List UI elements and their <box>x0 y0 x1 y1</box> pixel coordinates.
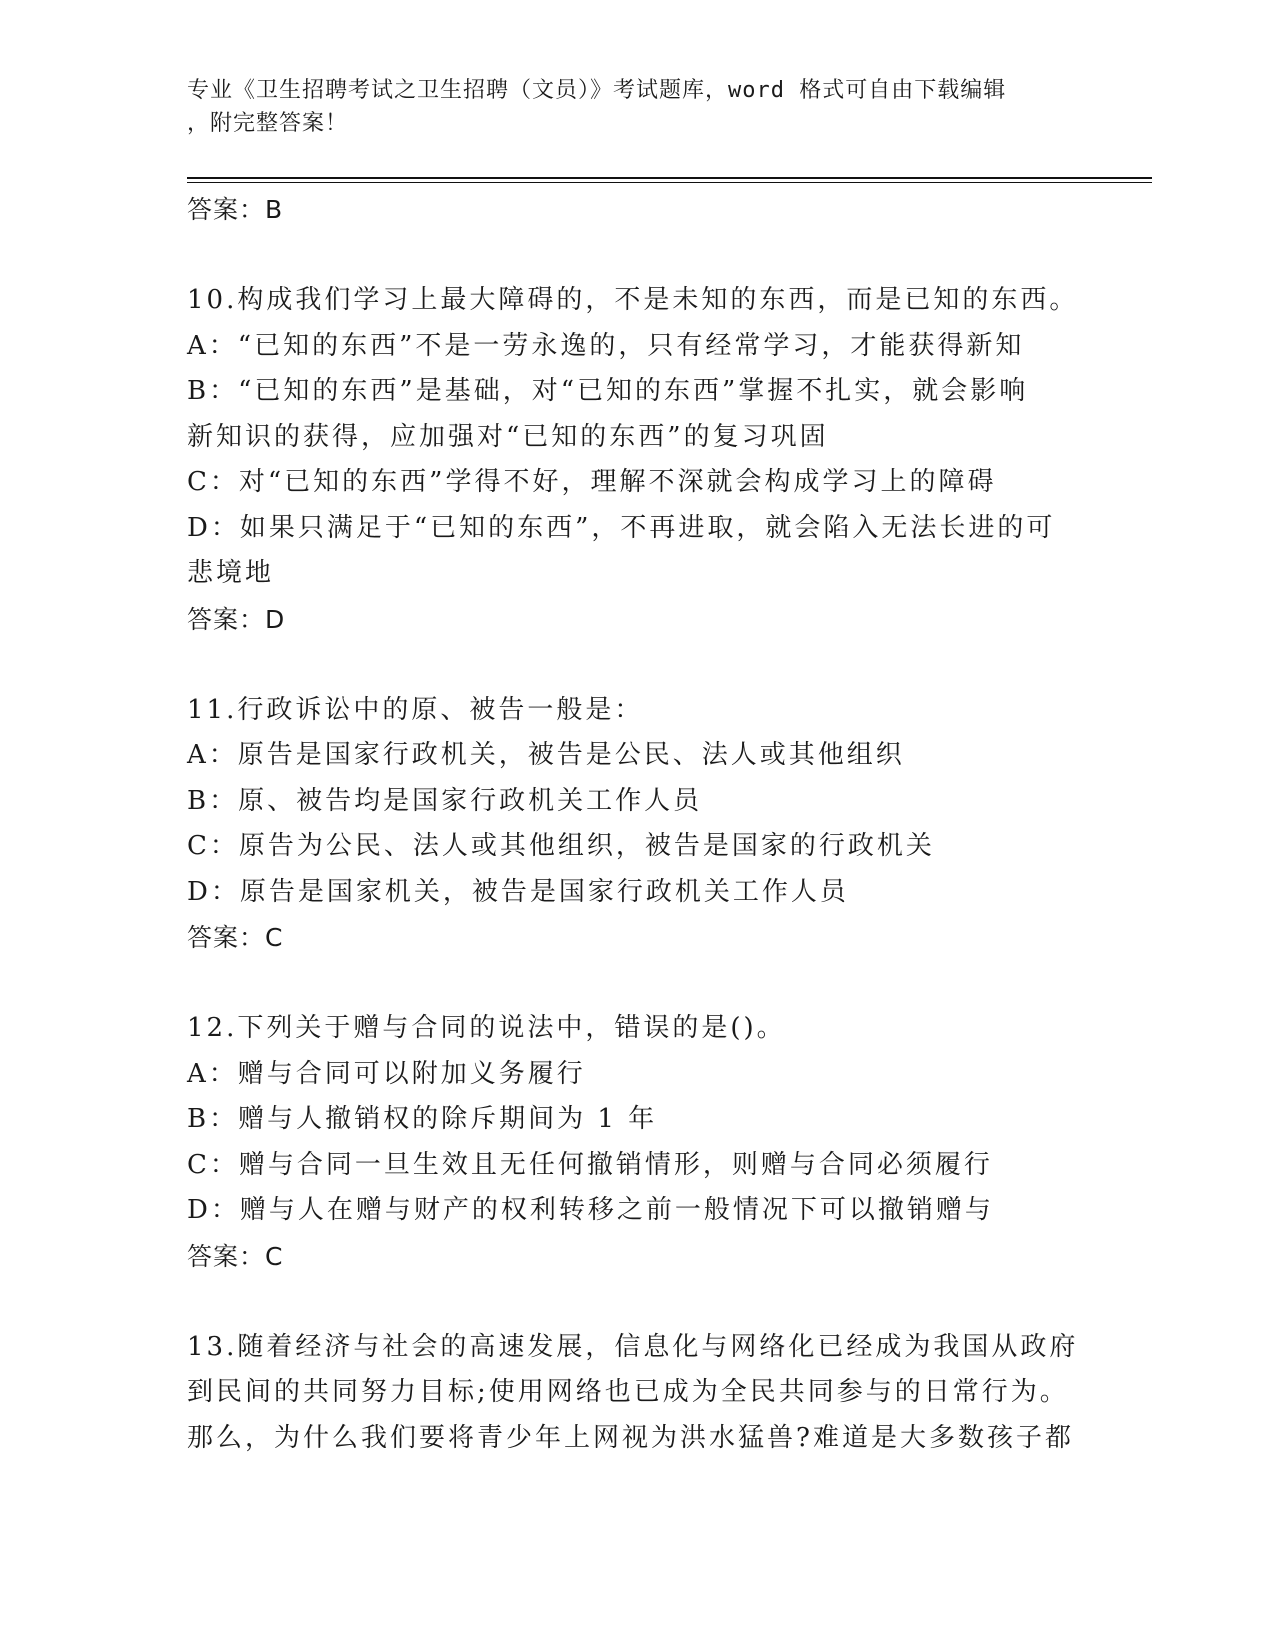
option-a: A：赠与合同可以附加义务履行 <box>187 1058 586 1089</box>
option-d: D：赠与人在赠与财产的权利转移之前一般情况下可以撤销赠与 <box>187 1195 994 1225</box>
option-b-continued: 新知识的获得，应加强对“已知的东西”的复习巩固 <box>187 421 829 452</box>
question-stem: 10.构成我们学习上最大障碍的，不是未知的东西，而是已知的东西。 <box>187 285 1079 315</box>
document-header <box>187 74 1087 140</box>
spacer <box>187 1279 1087 1325</box>
option-d-continued: 悲境地 <box>187 558 275 588</box>
option-d: D：原告是国家机关，被告是国家行政机关工作人员 <box>187 876 849 907</box>
option-c: C：原告为公民、法人或其他组织，被告是国家的行政机关 <box>187 831 935 861</box>
option-a: A：“已知的东西”不是一劳永逸的，只有经常学习，才能获得新知 <box>187 330 1025 361</box>
option-c: C：赠与合同一旦生效且无任何撤销情形，则赠与合同必须履行 <box>187 1149 993 1180</box>
option-a: A：原告是国家行政机关，被告是公民、法人或其他组织 <box>187 740 905 770</box>
header-line-1: 专业《卫生招聘考试之卫生招聘（文员）》考试题库，word 格式可自由下载编辑 <box>187 78 1007 103</box>
question-10 <box>187 278 1087 642</box>
spacer <box>187 642 1087 688</box>
option-c: C：对“已知的东西”学得不好，理解不深就会构成学习上的障碍 <box>187 467 997 497</box>
option-b: B：原、被告均是国家行政机关工作人员 <box>187 785 703 816</box>
answer: 答案：C <box>187 1241 284 1271</box>
spacer <box>187 961 1087 1007</box>
question-list <box>187 187 1087 1461</box>
option-b: B：“已知的东西”是基础，对“已知的东西”掌握不扎实，就会影响 <box>187 376 1029 406</box>
question-11 <box>187 688 1087 961</box>
question-13 <box>187 1325 1087 1462</box>
question-stem: 13.随着经济与社会的高速发展，信息化与网络化已经成为我国从政府 <box>187 1331 1079 1362</box>
question-stem: 11.行政诉讼中的原、被告一般是： <box>187 694 644 725</box>
header-divider-thick <box>187 177 1152 179</box>
header-line-2: ，附完整答案！ <box>187 111 349 136</box>
question-stem-continued: 那么，为什么我们要将青少年上网视为洪水猛兽?难道是大多数孩子都 <box>187 1422 1074 1453</box>
option-b: B：赠与人撤销权的除斥期间为 1 年 <box>187 1104 658 1134</box>
header-divider-thin <box>187 182 1152 183</box>
answer: 答案：C <box>187 923 284 952</box>
answer: 答案：D <box>187 604 286 634</box>
question-stem-continued: 到民间的共同努力目标;使用网络也已成为全民共同参与的日常行为。 <box>187 1377 1069 1407</box>
option-d: D：如果只满足于“已知的东西”，不再进取，就会陷入无法长进的可 <box>187 512 1056 543</box>
spacer <box>187 233 1087 279</box>
question-stem: 12.下列关于赠与合同的说法中，错误的是()。 <box>187 1013 786 1043</box>
question-12 <box>187 1006 1087 1279</box>
answer-q9: 答案：B <box>187 195 284 224</box>
